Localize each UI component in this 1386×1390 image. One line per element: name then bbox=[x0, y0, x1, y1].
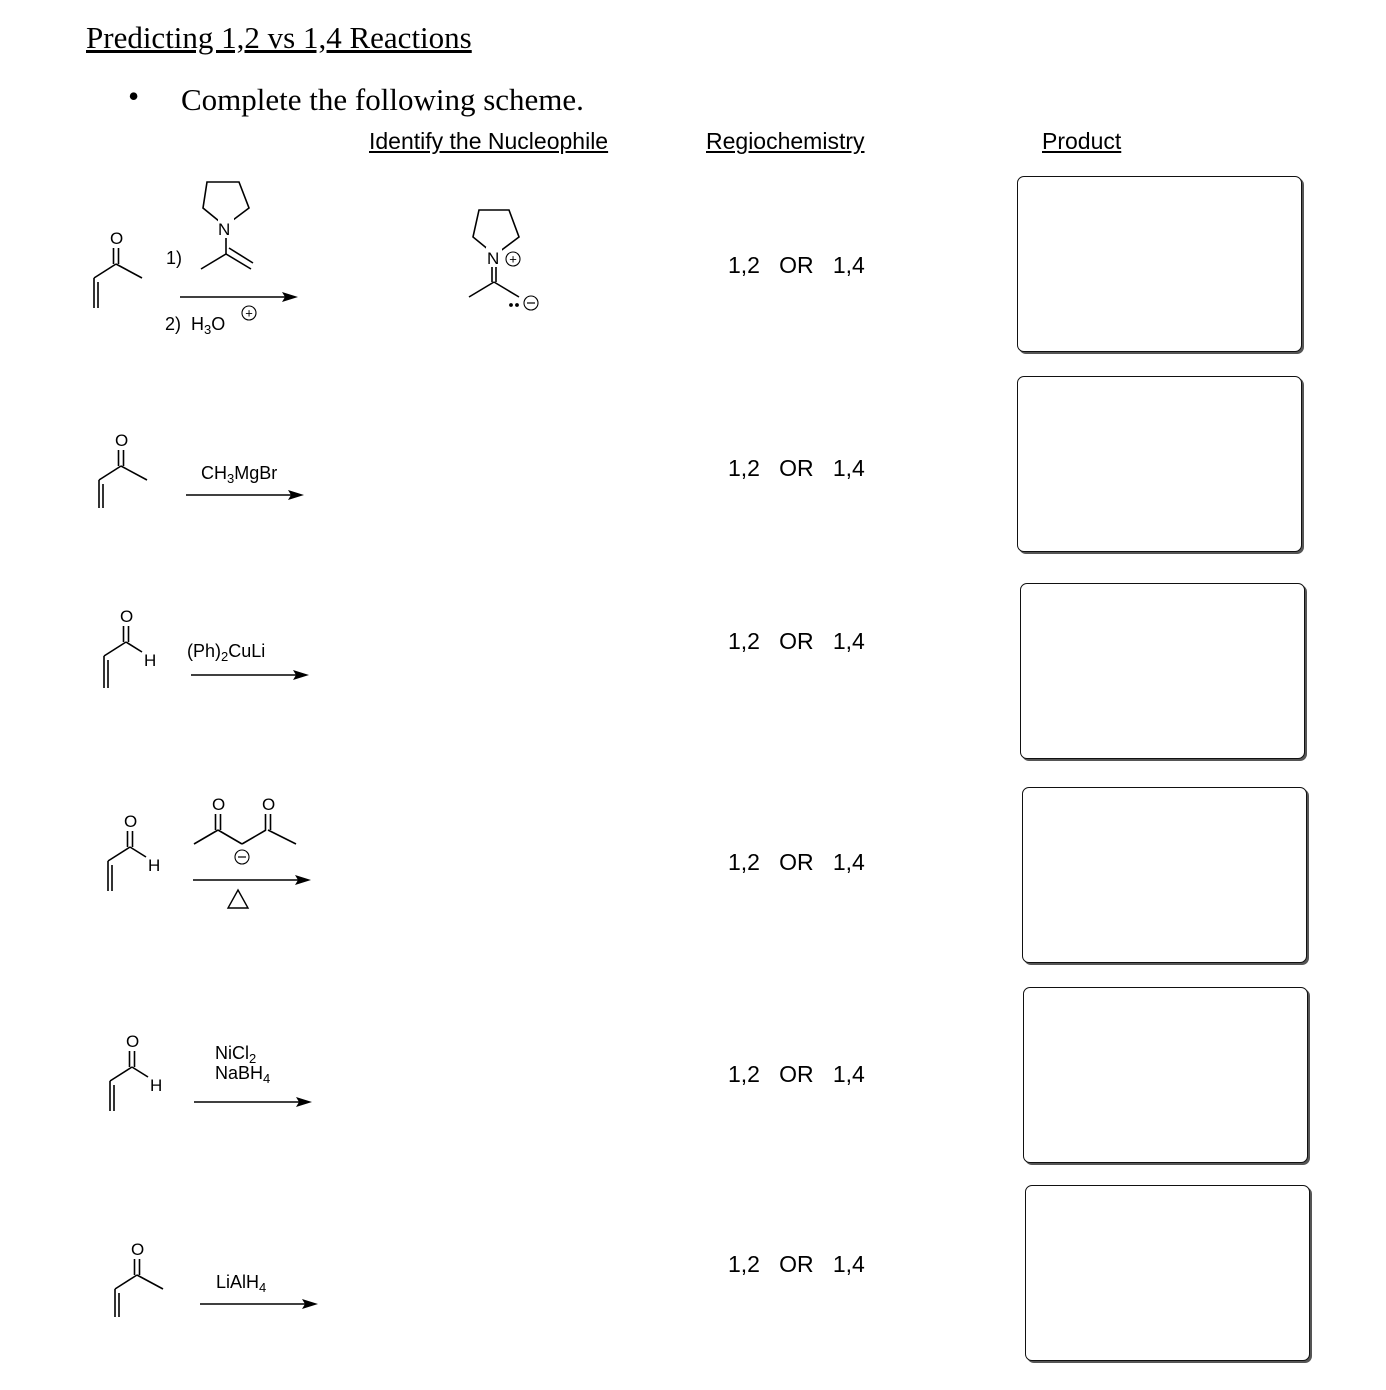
substrate-mvk-6 bbox=[103, 1233, 173, 1333]
plus-charge-icon bbox=[240, 304, 258, 322]
hydrogen-label: H bbox=[144, 651, 157, 670]
regiochemistry-choice[interactable]: 1,2 OR 1,4 bbox=[728, 1061, 865, 1087]
acac-enolate-structure-icon bbox=[190, 790, 305, 865]
plus-charge-icon: + bbox=[509, 251, 517, 267]
step-1-label: 1) bbox=[166, 248, 183, 268]
column-header-regiochemistry: Regiochemistry bbox=[706, 128, 865, 154]
regiochemistry-choice[interactable]: 1,2 OR 1,4 bbox=[728, 849, 865, 875]
product-answer-box[interactable] bbox=[1020, 583, 1305, 759]
oxygen-label: O bbox=[115, 431, 129, 450]
reaction-arrow-icon bbox=[189, 668, 314, 682]
oxygen-label: O bbox=[262, 795, 276, 814]
regiochemistry-choice[interactable]: 1,2 OR 1,4 bbox=[728, 252, 865, 278]
nitrogen-label: N bbox=[487, 249, 500, 268]
substrate-acrolein-5 bbox=[98, 1025, 178, 1120]
substrate-mvk-2 bbox=[87, 424, 157, 524]
hydronium-reagent: $H_3O$ bbox=[191, 314, 226, 337]
reagent-grignard: $CH_3MgBr$ bbox=[201, 463, 278, 486]
column-header-product: Product bbox=[1042, 128, 1122, 154]
nitrogen-label: N bbox=[218, 220, 231, 239]
instruction-text: Complete the following scheme. bbox=[181, 82, 584, 117]
heat-triangle-icon bbox=[226, 888, 250, 910]
hydrogen-label: H bbox=[150, 1076, 163, 1095]
oxygen-label: O bbox=[120, 607, 134, 626]
reagent-lah: LiAlH$_4$ bbox=[216, 1272, 267, 1295]
substrate-acrolein-3 bbox=[92, 600, 172, 695]
reaction-arrow-icon bbox=[191, 873, 316, 887]
substrate-mvk-1 bbox=[82, 222, 152, 322]
iminium-nucleophile-structure-icon bbox=[465, 205, 555, 317]
hydrogen-label: H bbox=[148, 856, 161, 875]
product-answer-box[interactable] bbox=[1022, 787, 1307, 963]
regiochemistry-choice[interactable]: 1,2 OR 1,4 bbox=[728, 628, 865, 654]
regiochemistry-choice[interactable]: 1,2 OR 1,4 bbox=[728, 455, 865, 481]
column-header-nucleophile: Identify the Nucleophile bbox=[369, 128, 609, 154]
reagent-nickel-borohydride: NiCl$_2$ NaBH$_4$ bbox=[215, 1043, 271, 1086]
product-answer-box[interactable] bbox=[1025, 1185, 1310, 1361]
reaction-arrow-icon bbox=[178, 290, 303, 304]
bullet-icon: • bbox=[128, 78, 140, 114]
product-answer-box[interactable] bbox=[1017, 176, 1302, 352]
reaction-arrow-icon bbox=[184, 488, 309, 502]
enamine-structure-icon bbox=[195, 178, 265, 278]
oxygen-label: O bbox=[131, 1240, 145, 1259]
oxygen-label: O bbox=[126, 1032, 140, 1051]
regiochemistry-choice[interactable]: 1,2 OR 1,4 bbox=[728, 1251, 865, 1277]
product-answer-box[interactable] bbox=[1017, 376, 1302, 552]
reaction-arrow-icon bbox=[198, 1297, 323, 1311]
reaction-arrow-icon bbox=[192, 1095, 317, 1109]
oxygen-label: O bbox=[212, 795, 226, 814]
reagent-cuprate: $(Ph)_2CuLi$ bbox=[187, 641, 266, 664]
oxygen-label: O bbox=[124, 812, 138, 831]
substrate-acrolein-4 bbox=[96, 805, 176, 900]
svg-text:+: + bbox=[245, 305, 253, 321]
step-2-label: 2) $H_3O$ bbox=[165, 314, 226, 337]
page-title: Predicting 1,2 vs 1,4 Reactions bbox=[86, 20, 472, 55]
product-answer-box[interactable] bbox=[1023, 987, 1308, 1163]
oxygen-label: O bbox=[110, 229, 124, 248]
